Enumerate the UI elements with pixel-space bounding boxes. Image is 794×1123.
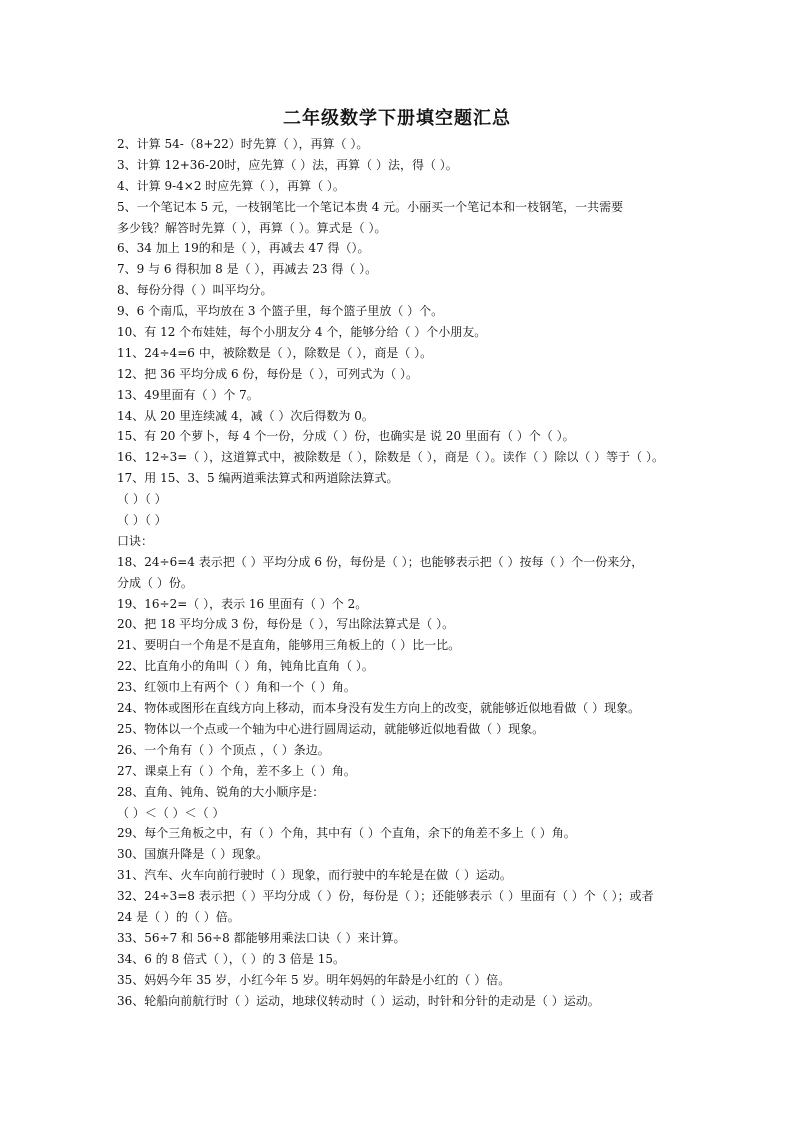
question-line: 24、物体或图形在直线方向上移动，而本身没有发生方向上的改变，就能够近似地看做（ ）现象。 [117, 701, 641, 716]
question-line: （ ）（ ） [117, 513, 167, 528]
question-line: 3、计算 12+36-20时，应先算（ ）法，再算（ ）法，得（ ）。 [117, 157, 458, 172]
question-line: 31、汽车、火车向前行驶时（ ）现象，而行驶中的车轮是在做（ ）运动。 [117, 868, 512, 883]
question-line: 32、24÷3=8 表示把（ ）平均分成（ ）份，每份是（ ）；还能够表示（ ）里面有（ ）个（ ）；或者 [117, 889, 654, 904]
question-line: 16、12÷3=（ ），这道算式中，被除数是（ ），除数是（ ），商是（ ）。读作（ ）除以（ ）等于（ ）。 [117, 450, 664, 465]
question-line: 22、比直角小的角叫（ ）角，钝角比直角（ ）。 [117, 659, 374, 674]
question-line: 6、34 加上 19的和是（ ），再减去 47 得（）。 [117, 241, 370, 256]
page-title: 二年级数学下册填空题汇总 [283, 108, 511, 129]
question-line: 11、24÷4=6 中，被除数是（ ），除数是（ ），商是（ ）。 [117, 345, 433, 360]
question-line: 24 是（ ）的（ ）倍。 [117, 909, 240, 924]
question-line: 8、每份分得（ ）叫平均分。 [117, 283, 273, 298]
question-list [117, 134, 682, 1011]
question-line: 多少钱？解答时先算（ ），再算（ ）。算式是（ ）。 [117, 220, 387, 235]
question-line: 28、直角、钝角、锐角的大小顺序是： [117, 784, 325, 799]
question-line: 33、56÷7 和 56÷8 都能够用乘法口诀（ ）来计算。 [117, 930, 406, 945]
question-line: 4、计算 9-4×2 时应先算（ ），再算（ ）。 [117, 178, 345, 193]
question-line: 23、红领巾上有两个（ ）角和一个（ ）角。 [117, 680, 356, 695]
question-line: 26、一个角有（ ）个顶点 ，（ ）条边。 [117, 742, 330, 757]
question-line: 19、16÷2=（ ），表示 16 里面有（ ）个 2。 [117, 596, 368, 611]
question-line: 30、国旗升降是（ ）现象。 [117, 847, 269, 862]
question-line: 34、6 的 8 倍式（ ），（ ）的 3 倍是 15。 [117, 951, 345, 966]
question-line: 20、把 18 平均分成 3 份，每份是（ ），写出除法算式是（ ）。 [117, 617, 455, 632]
question-line: 7、9 与 6 得积加 8 是（ ），再减去 23 得（ ）。 [117, 262, 378, 277]
question-line: 14、从 20 里连续减 4，减（ ）次后得数为 0。 [117, 408, 374, 423]
question-line: 17、用 15、3、5 编两道乘法算式和两道除法算式。 [117, 471, 399, 486]
question-line: 36、轮船向前航行时（ ）运动，地球仪转动时（ ）运动，时针和分针的走动是（ ）运动。 [117, 993, 600, 1008]
question-line: 9、6 个南瓜，平均放在 3 个篮子里，每个篮子里放（ ）个。 [117, 304, 444, 319]
question-line: 21、要明白一个角是不是直角，能够用三角板上的（ ）比一比。 [117, 638, 461, 653]
question-line: 10、有 12 个布娃娃，每个小朋友分 4 个，能够分给（ ）个小朋友。 [117, 325, 487, 340]
question-line: 25、物体以一个点或一个轴为中心进行圆周运动，就能够近似地看做（ ）现象。 [117, 721, 545, 736]
question-line: 29、每个三角板之中，有（ ）个角，其中有（ ）个直角，余下的角差不多上（ ）角。 [117, 826, 576, 841]
question-line: 2、计算 54-（8+22）时先算（ ），再算（ ）。 [117, 137, 369, 151]
question-line: 口诀： [117, 533, 154, 548]
question-line: （ ）＜（ ）＜（ ） [117, 805, 225, 820]
question-line: 18、24÷6=4 表示把（ ）平均分成 6 份，每份是（ ）；也能够表示把（ ）按每（ ）个一份来分， [117, 554, 644, 569]
question-line: （ ）（ ） [117, 492, 167, 507]
question-line: 35、妈妈今年 35 岁，小红今年 5 岁。明年妈妈的年龄是小红的（ ）倍。 [117, 972, 511, 987]
question-line: 15、有 20 个萝卜，每 4 个一份，分成（ ）份，也确实是 说 20 里面有（ ）个（ ）。 [117, 429, 575, 444]
question-line: 5、一个笔记本 5 元，一枝钢笔比一个笔记本贵 4 元。小丽买一个笔记本和一枝钢笔，一共需要 [117, 199, 624, 214]
question-line: 13、49里面有（ ）个 7。 [117, 387, 259, 402]
question-line: 12、把 36 平均分成 6 份，每份是（ ），可列式为（ ）。 [117, 366, 419, 381]
question-line: 分成（ ）份。 [117, 575, 193, 590]
question-line: 27、课桌上有（ ）个角，差不多上（ ）角。 [117, 763, 356, 778]
